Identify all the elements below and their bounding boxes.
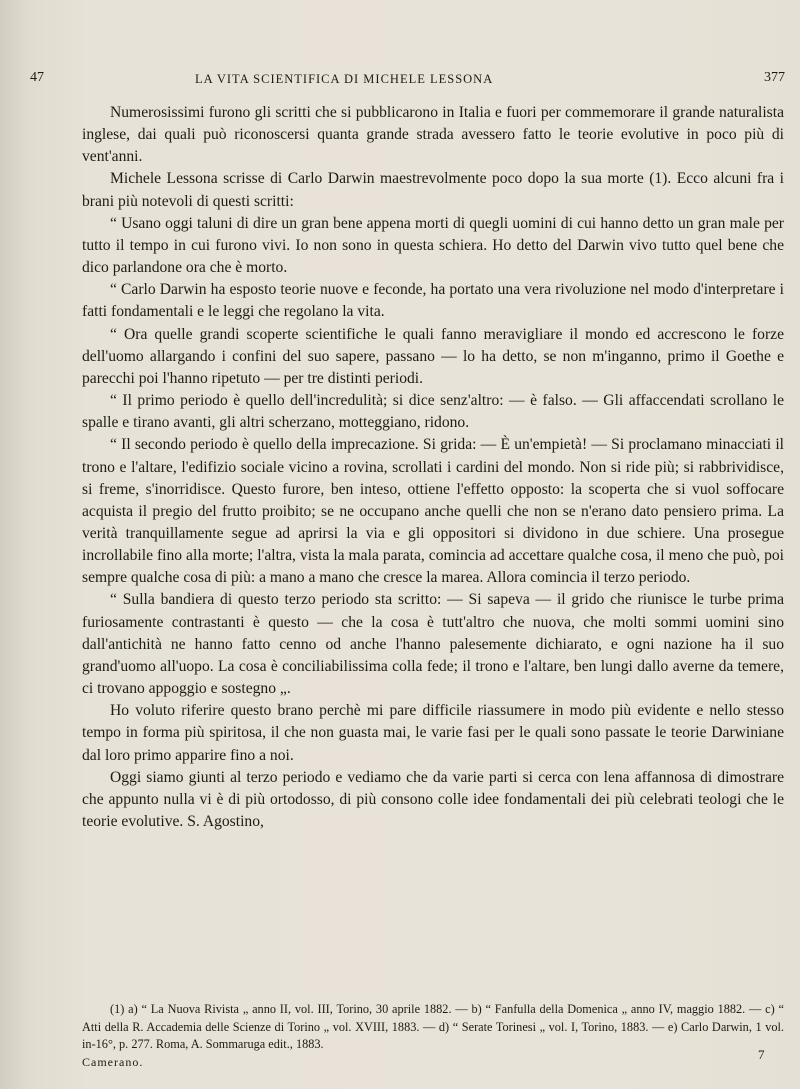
footnote (82, 1001, 784, 1054)
paragraph: “ Il primo periodo è quello dell'incredulità; si dice senz'altro: — è falso. — Gli affaccendati scrollano le spalle e tirano avanti, gli altri scherzano, motteggiano, ridono. (82, 392, 784, 432)
paragraph: Michele Lessona scrisse di Carlo Darwin maestrevolmente poco dopo la sua morte (1). Ecco alcuni fra i brani più notevoli di questi scritti: (82, 170, 784, 210)
page-number-right: 377 (764, 70, 785, 85)
paragraph: Oggi siamo giunti al terzo periodo e vediamo che da varie parti si cerca con lena affannosa di dimostrare che appunto nulla vi è di più ortodosso, di più consono colle idee fondamentali dei più celebrati teologi che le teorie evolutive. S. Agostino, (82, 768, 784, 830)
paragraph: “ Sulla bandiera di questo terzo periodo sta scritto: — Si sapeva — il grido che riunisce le turbe prima furiosamente contrastanti è questo — che la cosa è tutt'altro che nuova, che molti sommi uomini sino dall'antichità ne hanno fatto cenno od anche l'hanno palesemente dichiarato, e ogni nazione ha il suo grand'uomo all'uopo. La cosa è conciliabilissima colla fede; il trono e l'altare, ben lungi dallo averne da temere, ci trovano appoggio e sostegno „. (82, 591, 784, 698)
paragraph: Numerosissimi furono gli scritti che si pubblicarono in Italia e fuori per commemorare il grande naturalista inglese, dai quali può riconoscersi quanta grande strada avessero fatto le teorie evolutive in poco più di vent'anni. (82, 104, 784, 166)
signature-mark: Camerano. (82, 1055, 144, 1069)
page-number-left: 47 (30, 70, 44, 85)
signature-number: 7 (758, 1047, 765, 1062)
running-header (30, 70, 785, 90)
paragraph: “ Usano oggi taluni di dire un gran bene appena morti di quegli uomini di cui hanno detto un gran male per tutto il tempo in cui furono vivi. Io non sono in questa schiera. Ho detto del Darwin vivo tutto quel bene che dico parlandone ora che è morto. (82, 214, 784, 277)
paragraph: Ho voluto riferire questo brano perchè mi pare difficile riassumere in modo più evidente e nello stesso tempo in forma più spiritosa, il che non guasta mai, le varie fasi per le quali sono passate le teorie Darwiniane dal loro primo apparire fino a noi. (82, 702, 784, 764)
paragraph: “ Il secondo periodo è quello della imprecazione. Si grida: — È un'empietà! — Si proclamano minacciati il trono e l'altare, l'edifizio sociale vicino a rovina, scrollati i cardini del mondo. Non si ride più; si rabbrividisce, si freme, s'inorridisce. Questo furore, ben inteso, ottiene l'effetto opposto: la scoperta che si vuol soffocare acquista il pregio del frutto proibito; se ne occupano anche quelli che non se n'erano dato pensiero prima. La verità tranquillamente segue ad aprirsi la via e gli oppositori si dividono in due schiere. Una prosegue incrollabile fino alla morte; l'altra, vista la mala parata, comincia ad accettare qualche cosa, il meno che può, poi sempre qualche cosa di più: a mano a mano che cresce la marea. Allora comincia il terzo periodo. (82, 436, 784, 587)
main-text (82, 102, 784, 833)
running-title: LA VITA SCIENTIFICA DI MICHELE LESSONA (195, 72, 494, 86)
footnote-text: (1) a) “ La Nuova Rivista „ anno II, vol. III, Torino, 30 aprile 1882. — b) “ Fanfulla della Domenica „ anno IV, maggio 1882. — c) “ Atti della R. Accademia delle Scienze di Torino „ vol. XVIII, 1883. — d) “ Serate Torinesi „ vol. I, Torino, 1883. — e) Carlo Darwin, 1 vol. in-16°, p. 277. Roma, A. Sommaruga edit., 1883. (82, 1002, 784, 1051)
paragraph: “ Carlo Darwin ha esposto teorie nuove e feconde, ha portato una vera rivoluzione nel modo d'interpretare i fatti fondamentali e le leggi che regolano la vita. (82, 281, 784, 321)
paragraph: “ Ora quelle grandi scoperte scientifiche le quali fanno meravigliare il mondo ed accrescono le forze dell'uomo allargando i confini del suo sapere, passano — lo ha detto, se non m'inganno, primo il Goethe e parecchi poi l'hanno ripetuto — per tre distinti periodi. (82, 325, 784, 387)
